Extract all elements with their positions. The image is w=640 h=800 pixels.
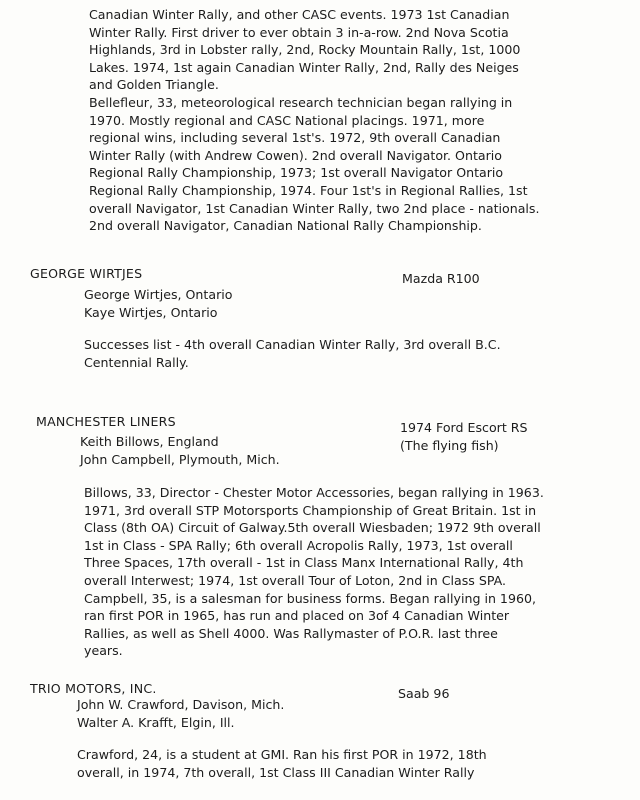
text-line: Campbell, 35, is a salesman for business forms. Began rallying in 1960, [84, 590, 536, 606]
bio-paragraph [84, 484, 544, 660]
text-line: Regional Rally Championship, 1973; 1st overall Navigator Ontario [89, 165, 504, 181]
text-line: Winter Rally (with Andrew Cowen). 2nd overall Navigator. Ontario [89, 147, 502, 163]
text-line: 1st in Class - SPA Rally; 6th overall Acropolis Rally, 1973, 1st overall [84, 537, 513, 553]
text-line: years. [84, 643, 123, 659]
team-name: TRIO MOTORS, INC. [30, 681, 157, 696]
intro-paragraph [89, 6, 540, 235]
text-line: ran first POR in 1965, has run and placed on 3of 4 Canadian Winter [84, 608, 510, 624]
crew-list [80, 433, 280, 468]
text-line: 1971, 3rd overall STP Motorsports Championship of Great Britain. 1st in [84, 502, 537, 518]
team-name: GEORGE WIRTJES [30, 266, 143, 281]
car-line: Saab 96 [398, 686, 450, 701]
car-line: (The flying fish) [400, 437, 499, 453]
text-line: Centennial Rally. [84, 354, 189, 370]
crew-member: John Campbell, Plymouth, Mich. [80, 451, 280, 467]
text-line: Crawford, 24, is a student at GMI. Ran his first POR in 1972, 18th [77, 747, 487, 762]
bio-paragraph [77, 746, 487, 781]
text-line: Regional Rally Championship, 1974. Four 1st's in Regional Rallies, 1st [89, 182, 528, 198]
car-line: Mazda R100 [402, 271, 480, 286]
crew-list [77, 696, 284, 731]
text-line: Class (8th OA) Circuit of Galway.5th overall Wiesbaden; 1972 9th overall [84, 520, 541, 536]
car-model [400, 419, 528, 454]
car-model [398, 685, 449, 703]
text-line: overall, in 1974, 7th overall, 1st Class III Canadian Winter Rally [77, 764, 475, 780]
text-line: overall Interwest; 1974, 1st overall Tour of Loton, 2nd in Class SPA. [84, 572, 507, 588]
team-name: MANCHESTER LINERS [36, 414, 176, 429]
text-line: regional wins, including several 1st's. 1972, 9th overall Canadian [89, 130, 501, 146]
text-line: overall Navigator, 1st Canadian Winter Rally, two 2nd place - nationals. [89, 200, 540, 216]
text-line: 2nd overall Navigator, Canadian National Rally Championship. [89, 218, 482, 234]
text-line: Rallies, as well as Shell 4000. Was Rallymaster of P.O.R. last three [84, 625, 498, 641]
crew-member: Walter A. Krafft, Elgin, Ill. [77, 714, 235, 730]
text-line: Billows, 33, Director - Chester Motor Accessories, began rallying in 1963. [84, 485, 544, 500]
text-line: Lakes. 1974, 1st again Canadian Winter Rally, 2nd, Rally des Neiges [89, 59, 519, 75]
text-line: Successes list - 4th overall Canadian Winter Rally, 3rd overall B.C. [84, 337, 501, 352]
crew-member: Keith Billows, England [80, 434, 219, 449]
text-line: and Golden Triangle. [89, 77, 219, 93]
car-model [402, 270, 480, 288]
text-line: 1970. Mostly regional and CASC National placings. 1971, more [89, 112, 485, 128]
crew-member: Kaye Wirtjes, Ontario [84, 304, 218, 320]
car-line: 1974 Ford Escort RS [400, 420, 528, 435]
crew-member: John W. Crawford, Davison, Mich. [77, 697, 285, 712]
text-line: Winter Rally. First driver to ever obtain 3 in-a-row. 2nd Nova Scotia [89, 24, 509, 40]
text-line: Highlands, 3rd in Lobster rally, 2nd, Rocky Mountain Rally, 1st, 1000 [89, 42, 521, 58]
text-line: Canadian Winter Rally, and other CASC events. 1973 1st Canadian [89, 7, 510, 22]
bio-paragraph [84, 336, 501, 371]
text-line: Bellefleur, 33, meteorological research technician began rallying in [89, 94, 513, 110]
crew-member: George Wirtjes, Ontario [84, 287, 233, 302]
crew-list [84, 286, 232, 321]
text-line: Three Spaces, 17th overall - 1st in Class Manx International Rally, 4th [84, 555, 524, 571]
